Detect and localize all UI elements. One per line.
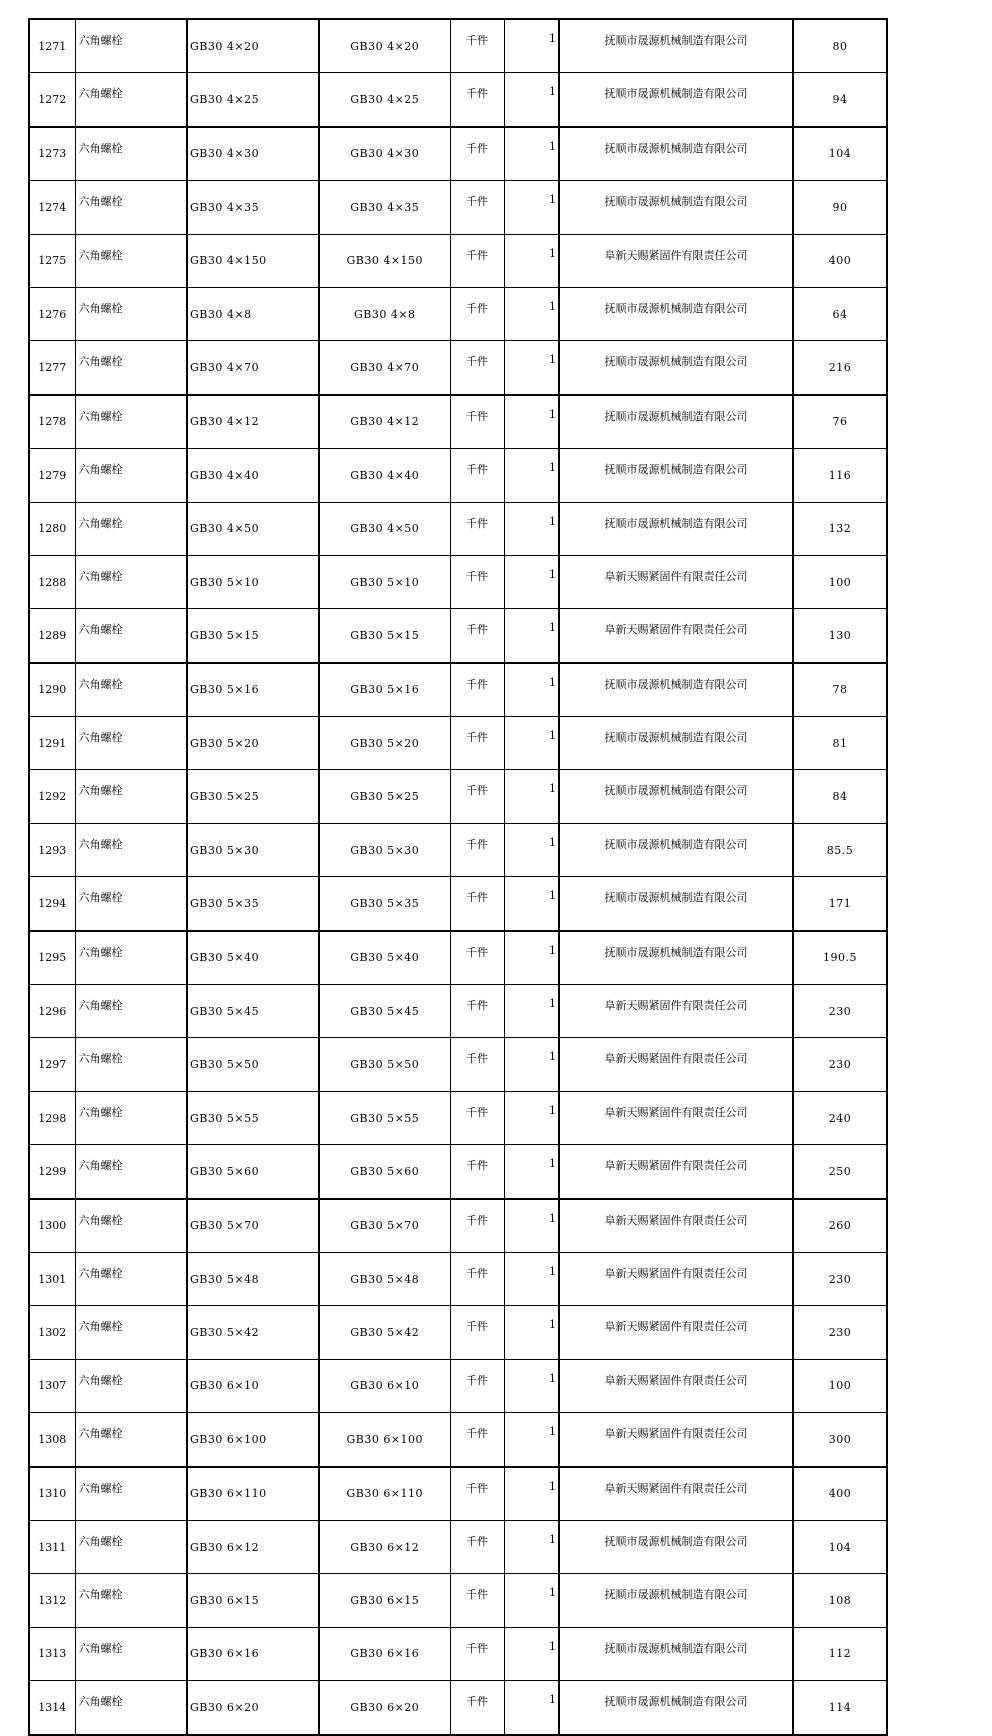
item-standard-cell: GB30 5×30 <box>319 823 450 876</box>
item-price-cell: 400 <box>793 234 887 287</box>
item-standard-cell: GB30 4×70 <box>319 341 450 395</box>
item-quantity-cell: 1 <box>504 770 559 823</box>
item-spec-cell: GB30 4×8 <box>187 287 319 340</box>
item-manufacturer-cell: 阜新天赐紧固件有限责任公司 <box>559 1091 793 1144</box>
table-row <box>29 1574 887 1627</box>
item-standard-cell: GB30 5×60 <box>319 1145 450 1199</box>
item-price-cell: 100 <box>793 555 887 608</box>
table-row <box>29 985 887 1038</box>
table-row <box>29 287 887 340</box>
item-spec-cell: GB30 4×150 <box>187 234 319 287</box>
item-unit-cell: 千件 <box>450 770 504 823</box>
item-standard-cell: GB30 6×10 <box>319 1359 450 1412</box>
item-spec-cell: GB30 5×60 <box>187 1145 319 1199</box>
item-unit-cell: 千件 <box>450 823 504 876</box>
item-standard-cell: GB30 4×8 <box>319 287 450 340</box>
item-price-cell: 64 <box>793 287 887 340</box>
item-number-cell: 1289 <box>29 609 75 663</box>
item-spec-cell: GB30 5×16 <box>187 663 319 717</box>
item-number-cell: 1313 <box>29 1627 75 1680</box>
item-spec-cell: GB30 6×20 <box>187 1681 319 1735</box>
item-price-cell: 230 <box>793 1306 887 1359</box>
item-name-cell: 六角螺栓 <box>75 823 187 876</box>
item-spec-cell: GB30 4×12 <box>187 395 319 449</box>
item-number-cell: 1276 <box>29 287 75 340</box>
item-standard-cell: GB30 4×12 <box>319 395 450 449</box>
table-row <box>29 341 887 395</box>
item-unit-cell: 千件 <box>450 1145 504 1199</box>
item-unit-cell: 千件 <box>450 717 504 770</box>
item-manufacturer-cell: 阜新天赐紧固件有限责任公司 <box>559 1252 793 1305</box>
item-unit-cell: 千件 <box>450 1306 504 1359</box>
item-unit-cell: 千件 <box>450 395 504 449</box>
item-number-cell: 1271 <box>29 19 75 73</box>
item-spec-cell: GB30 5×50 <box>187 1038 319 1091</box>
item-unit-cell: 千件 <box>450 985 504 1038</box>
item-price-cell: 81 <box>793 717 887 770</box>
item-name-cell: 六角螺栓 <box>75 502 187 555</box>
item-quantity-cell: 1 <box>504 127 559 181</box>
item-quantity-cell: 1 <box>504 1574 559 1627</box>
item-number-cell: 1291 <box>29 717 75 770</box>
item-name-cell: 六角螺栓 <box>75 287 187 340</box>
item-unit-cell: 千件 <box>450 1574 504 1627</box>
item-spec-cell: GB30 6×100 <box>187 1413 319 1467</box>
item-spec-cell: GB30 5×45 <box>187 985 319 1038</box>
item-name-cell: 六角螺栓 <box>75 609 187 663</box>
item-price-cell: 112 <box>793 1627 887 1680</box>
item-number-cell: 1277 <box>29 341 75 395</box>
item-manufacturer-cell: 抚顺市晟源机械制造有限公司 <box>559 931 793 985</box>
item-manufacturer-cell: 阜新天赐紧固件有限责任公司 <box>559 1199 793 1253</box>
item-manufacturer-cell: 抚顺市晟源机械制造有限公司 <box>559 717 793 770</box>
table-row <box>29 1359 887 1412</box>
table-row <box>29 395 887 449</box>
item-price-cell: 76 <box>793 395 887 449</box>
item-standard-cell: GB30 4×25 <box>319 73 450 127</box>
item-name-cell: 六角螺栓 <box>75 1145 187 1199</box>
item-standard-cell: GB30 4×40 <box>319 449 450 502</box>
item-unit-cell: 千件 <box>450 19 504 73</box>
item-manufacturer-cell: 抚顺市晟源机械制造有限公司 <box>559 127 793 181</box>
item-quantity-cell: 1 <box>504 555 559 608</box>
item-number-cell: 1310 <box>29 1467 75 1521</box>
item-name-cell: 六角螺栓 <box>75 770 187 823</box>
item-spec-cell: GB30 6×10 <box>187 1359 319 1412</box>
item-price-cell: 85.5 <box>793 823 887 876</box>
item-unit-cell: 千件 <box>450 1627 504 1680</box>
item-name-cell: 六角螺栓 <box>75 1627 187 1680</box>
item-name-cell: 六角螺栓 <box>75 1038 187 1091</box>
item-spec-cell: GB30 4×25 <box>187 73 319 127</box>
item-name-cell: 六角螺栓 <box>75 73 187 127</box>
item-manufacturer-cell: 抚顺市晟源机械制造有限公司 <box>559 395 793 449</box>
item-unit-cell: 千件 <box>450 663 504 717</box>
item-manufacturer-cell: 抚顺市晟源机械制造有限公司 <box>559 287 793 340</box>
item-quantity-cell: 1 <box>504 1520 559 1573</box>
item-price-cell: 300 <box>793 1413 887 1467</box>
item-quantity-cell: 1 <box>504 1681 559 1735</box>
item-spec-cell: GB30 5×10 <box>187 555 319 608</box>
item-manufacturer-cell: 阜新天赐紧固件有限责任公司 <box>559 1038 793 1091</box>
table-row <box>29 1145 887 1199</box>
item-manufacturer-cell: 抚顺市晟源机械制造有限公司 <box>559 73 793 127</box>
item-price-cell: 90 <box>793 181 887 234</box>
item-name-cell: 六角螺栓 <box>75 449 187 502</box>
table-row <box>29 1467 887 1521</box>
item-name-cell: 六角螺栓 <box>75 1574 187 1627</box>
item-name-cell: 六角螺栓 <box>75 1413 187 1467</box>
item-quantity-cell: 1 <box>504 663 559 717</box>
item-name-cell: 六角螺栓 <box>75 395 187 449</box>
item-price-cell: 130 <box>793 609 887 663</box>
item-price-cell: 100 <box>793 1359 887 1412</box>
table-row <box>29 1038 887 1091</box>
item-standard-cell: GB30 5×15 <box>319 609 450 663</box>
item-manufacturer-cell: 抚顺市晟源机械制造有限公司 <box>559 181 793 234</box>
item-price-cell: 190.5 <box>793 931 887 985</box>
item-standard-cell: GB30 6×12 <box>319 1520 450 1573</box>
item-standard-cell: GB30 5×25 <box>319 770 450 823</box>
item-standard-cell: GB30 5×10 <box>319 555 450 608</box>
item-standard-cell: GB30 6×100 <box>319 1413 450 1467</box>
item-name-cell: 六角螺栓 <box>75 1199 187 1253</box>
item-standard-cell: GB30 5×16 <box>319 663 450 717</box>
item-unit-cell: 千件 <box>450 1252 504 1305</box>
item-spec-cell: GB30 5×20 <box>187 717 319 770</box>
item-price-cell: 250 <box>793 1145 887 1199</box>
item-standard-cell: GB30 4×30 <box>319 127 450 181</box>
item-name-cell: 六角螺栓 <box>75 1091 187 1144</box>
table-row <box>29 555 887 608</box>
table-row <box>29 181 887 234</box>
item-quantity-cell: 1 <box>504 1091 559 1144</box>
item-unit-cell: 千件 <box>450 1038 504 1091</box>
item-unit-cell: 千件 <box>450 73 504 127</box>
item-standard-cell: GB30 4×20 <box>319 19 450 73</box>
item-name-cell: 六角螺栓 <box>75 555 187 608</box>
item-spec-cell: GB30 5×40 <box>187 931 319 985</box>
item-spec-cell: GB30 5×70 <box>187 1199 319 1253</box>
item-number-cell: 1298 <box>29 1091 75 1144</box>
item-number-cell: 1314 <box>29 1681 75 1735</box>
item-number-cell: 1297 <box>29 1038 75 1091</box>
item-number-cell: 1273 <box>29 127 75 181</box>
item-price-cell: 94 <box>793 73 887 127</box>
table-row <box>29 609 887 663</box>
price-table <box>28 18 888 1736</box>
item-standard-cell: GB30 5×35 <box>319 877 450 931</box>
item-number-cell: 1301 <box>29 1252 75 1305</box>
item-number-cell: 1299 <box>29 1145 75 1199</box>
item-spec-cell: GB30 6×15 <box>187 1574 319 1627</box>
item-number-cell: 1275 <box>29 234 75 287</box>
item-manufacturer-cell: 抚顺市晟源机械制造有限公司 <box>559 341 793 395</box>
item-quantity-cell: 1 <box>504 502 559 555</box>
item-standard-cell: GB30 4×150 <box>319 234 450 287</box>
item-price-cell: 230 <box>793 1038 887 1091</box>
item-unit-cell: 千件 <box>450 181 504 234</box>
item-unit-cell: 千件 <box>450 1359 504 1412</box>
item-manufacturer-cell: 抚顺市晟源机械制造有限公司 <box>559 663 793 717</box>
item-name-cell: 六角螺栓 <box>75 877 187 931</box>
table-row <box>29 234 887 287</box>
table-row <box>29 823 887 876</box>
item-spec-cell: GB30 5×25 <box>187 770 319 823</box>
item-price-cell: 260 <box>793 1199 887 1253</box>
item-quantity-cell: 1 <box>504 1359 559 1412</box>
item-name-cell: 六角螺栓 <box>75 1681 187 1735</box>
item-unit-cell: 千件 <box>450 1467 504 1521</box>
item-number-cell: 1293 <box>29 823 75 876</box>
item-manufacturer-cell: 抚顺市晟源机械制造有限公司 <box>559 823 793 876</box>
item-unit-cell: 千件 <box>450 127 504 181</box>
item-price-cell: 104 <box>793 127 887 181</box>
item-name-cell: 六角螺栓 <box>75 127 187 181</box>
item-unit-cell: 千件 <box>450 1520 504 1573</box>
item-number-cell: 1292 <box>29 770 75 823</box>
table-row <box>29 1252 887 1305</box>
item-price-cell: 216 <box>793 341 887 395</box>
item-manufacturer-cell: 阜新天赐紧固件有限责任公司 <box>559 1413 793 1467</box>
item-standard-cell: GB30 6×16 <box>319 1627 450 1680</box>
item-manufacturer-cell: 抚顺市晟源机械制造有限公司 <box>559 19 793 73</box>
item-quantity-cell: 1 <box>504 395 559 449</box>
item-unit-cell: 千件 <box>450 1681 504 1735</box>
table-row <box>29 19 887 73</box>
item-name-cell: 六角螺栓 <box>75 1252 187 1305</box>
item-standard-cell: GB30 6×15 <box>319 1574 450 1627</box>
table-row <box>29 1520 887 1573</box>
item-number-cell: 1280 <box>29 502 75 555</box>
item-quantity-cell: 1 <box>504 234 559 287</box>
item-quantity-cell: 1 <box>504 877 559 931</box>
table-row <box>29 717 887 770</box>
item-number-cell: 1308 <box>29 1413 75 1467</box>
item-unit-cell: 千件 <box>450 877 504 931</box>
item-name-cell: 六角螺栓 <box>75 1467 187 1521</box>
item-name-cell: 六角螺栓 <box>75 341 187 395</box>
item-spec-cell: GB30 5×35 <box>187 877 319 931</box>
item-number-cell: 1290 <box>29 663 75 717</box>
item-unit-cell: 千件 <box>450 287 504 340</box>
item-price-cell: 132 <box>793 502 887 555</box>
table-row <box>29 931 887 985</box>
item-price-cell: 116 <box>793 449 887 502</box>
item-number-cell: 1294 <box>29 877 75 931</box>
item-unit-cell: 千件 <box>450 931 504 985</box>
item-quantity-cell: 1 <box>504 1306 559 1359</box>
item-number-cell: 1279 <box>29 449 75 502</box>
item-quantity-cell: 1 <box>504 1252 559 1305</box>
item-number-cell: 1312 <box>29 1574 75 1627</box>
item-quantity-cell: 1 <box>504 931 559 985</box>
item-manufacturer-cell: 阜新天赐紧固件有限责任公司 <box>559 1306 793 1359</box>
item-name-cell: 六角螺栓 <box>75 931 187 985</box>
item-quantity-cell: 1 <box>504 1627 559 1680</box>
item-name-cell: 六角螺栓 <box>75 19 187 73</box>
item-price-cell: 78 <box>793 663 887 717</box>
table-row <box>29 73 887 127</box>
item-name-cell: 六角螺栓 <box>75 985 187 1038</box>
item-spec-cell: GB30 5×30 <box>187 823 319 876</box>
item-standard-cell: GB30 5×40 <box>319 931 450 985</box>
item-standard-cell: GB30 4×50 <box>319 502 450 555</box>
item-standard-cell: GB30 5×45 <box>319 985 450 1038</box>
item-manufacturer-cell: 阜新天赐紧固件有限责任公司 <box>559 234 793 287</box>
item-unit-cell: 千件 <box>450 1413 504 1467</box>
item-quantity-cell: 1 <box>504 609 559 663</box>
table-row <box>29 1199 887 1253</box>
item-spec-cell: GB30 5×55 <box>187 1091 319 1144</box>
table-row <box>29 1681 887 1735</box>
item-manufacturer-cell: 抚顺市晟源机械制造有限公司 <box>559 449 793 502</box>
item-standard-cell: GB30 5×48 <box>319 1252 450 1305</box>
item-number-cell: 1311 <box>29 1520 75 1573</box>
item-name-cell: 六角螺栓 <box>75 181 187 234</box>
item-price-cell: 80 <box>793 19 887 73</box>
item-name-cell: 六角螺栓 <box>75 1520 187 1573</box>
item-number-cell: 1307 <box>29 1359 75 1412</box>
item-manufacturer-cell: 抚顺市晟源机械制造有限公司 <box>559 1520 793 1573</box>
item-name-cell: 六角螺栓 <box>75 234 187 287</box>
item-manufacturer-cell: 阜新天赐紧固件有限责任公司 <box>559 1467 793 1521</box>
item-price-cell: 84 <box>793 770 887 823</box>
item-number-cell: 1296 <box>29 985 75 1038</box>
item-unit-cell: 千件 <box>450 1091 504 1144</box>
item-spec-cell: GB30 4×40 <box>187 449 319 502</box>
item-manufacturer-cell: 抚顺市晟源机械制造有限公司 <box>559 1627 793 1680</box>
item-quantity-cell: 1 <box>504 73 559 127</box>
item-quantity-cell: 1 <box>504 181 559 234</box>
item-unit-cell: 千件 <box>450 555 504 608</box>
table-row <box>29 770 887 823</box>
item-unit-cell: 千件 <box>450 502 504 555</box>
item-quantity-cell: 1 <box>504 823 559 876</box>
item-spec-cell: GB30 4×70 <box>187 341 319 395</box>
item-quantity-cell: 1 <box>504 341 559 395</box>
item-name-cell: 六角螺栓 <box>75 663 187 717</box>
item-number-cell: 1300 <box>29 1199 75 1253</box>
item-manufacturer-cell: 阜新天赐紧固件有限责任公司 <box>559 985 793 1038</box>
item-number-cell: 1295 <box>29 931 75 985</box>
item-name-cell: 六角螺栓 <box>75 1306 187 1359</box>
item-name-cell: 六角螺栓 <box>75 717 187 770</box>
item-price-cell: 104 <box>793 1520 887 1573</box>
table-row <box>29 663 887 717</box>
item-quantity-cell: 1 <box>504 1199 559 1253</box>
item-standard-cell: GB30 5×70 <box>319 1199 450 1253</box>
item-unit-cell: 千件 <box>450 449 504 502</box>
item-number-cell: 1272 <box>29 73 75 127</box>
item-price-cell: 171 <box>793 877 887 931</box>
item-price-cell: 114 <box>793 1681 887 1735</box>
item-standard-cell: GB30 5×50 <box>319 1038 450 1091</box>
item-standard-cell: GB30 5×42 <box>319 1306 450 1359</box>
table-row <box>29 127 887 181</box>
item-number-cell: 1288 <box>29 555 75 608</box>
item-quantity-cell: 1 <box>504 1413 559 1467</box>
item-spec-cell: GB30 4×50 <box>187 502 319 555</box>
item-name-cell: 六角螺栓 <box>75 1359 187 1412</box>
item-number-cell: 1302 <box>29 1306 75 1359</box>
table-row <box>29 449 887 502</box>
table-row <box>29 1627 887 1680</box>
item-price-cell: 230 <box>793 1252 887 1305</box>
item-quantity-cell: 1 <box>504 1467 559 1521</box>
item-spec-cell: GB30 6×110 <box>187 1467 319 1521</box>
table-body <box>29 19 887 1735</box>
item-manufacturer-cell: 抚顺市晟源机械制造有限公司 <box>559 877 793 931</box>
item-number-cell: 1278 <box>29 395 75 449</box>
item-quantity-cell: 1 <box>504 985 559 1038</box>
table-row <box>29 1413 887 1467</box>
item-standard-cell: GB30 4×35 <box>319 181 450 234</box>
item-quantity-cell: 1 <box>504 19 559 73</box>
item-price-cell: 240 <box>793 1091 887 1144</box>
item-spec-cell: GB30 4×30 <box>187 127 319 181</box>
item-unit-cell: 千件 <box>450 234 504 287</box>
item-manufacturer-cell: 抚顺市晟源机械制造有限公司 <box>559 1574 793 1627</box>
item-manufacturer-cell: 阜新天赐紧固件有限责任公司 <box>559 555 793 608</box>
item-unit-cell: 千件 <box>450 1199 504 1253</box>
table-row <box>29 877 887 931</box>
item-standard-cell: GB30 5×20 <box>319 717 450 770</box>
item-quantity-cell: 1 <box>504 449 559 502</box>
item-spec-cell: GB30 5×42 <box>187 1306 319 1359</box>
item-spec-cell: GB30 4×20 <box>187 19 319 73</box>
table-row <box>29 502 887 555</box>
item-price-cell: 230 <box>793 985 887 1038</box>
item-spec-cell: GB30 5×48 <box>187 1252 319 1305</box>
table-row <box>29 1091 887 1144</box>
item-quantity-cell: 1 <box>504 287 559 340</box>
table-row <box>29 1306 887 1359</box>
item-spec-cell: GB30 6×12 <box>187 1520 319 1573</box>
item-standard-cell: GB30 5×55 <box>319 1091 450 1144</box>
item-standard-cell: GB30 6×20 <box>319 1681 450 1735</box>
item-manufacturer-cell: 阜新天赐紧固件有限责任公司 <box>559 1359 793 1412</box>
item-manufacturer-cell: 阜新天赐紧固件有限责任公司 <box>559 609 793 663</box>
item-quantity-cell: 1 <box>504 1145 559 1199</box>
item-number-cell: 1274 <box>29 181 75 234</box>
item-price-cell: 400 <box>793 1467 887 1521</box>
item-spec-cell: GB30 5×15 <box>187 609 319 663</box>
item-manufacturer-cell: 抚顺市晟源机械制造有限公司 <box>559 1681 793 1735</box>
item-unit-cell: 千件 <box>450 609 504 663</box>
item-manufacturer-cell: 抚顺市晟源机械制造有限公司 <box>559 770 793 823</box>
item-manufacturer-cell: 抚顺市晟源机械制造有限公司 <box>559 502 793 555</box>
item-quantity-cell: 1 <box>504 1038 559 1091</box>
item-standard-cell: GB30 6×110 <box>319 1467 450 1521</box>
item-price-cell: 108 <box>793 1574 887 1627</box>
item-unit-cell: 千件 <box>450 341 504 395</box>
item-spec-cell: GB30 4×35 <box>187 181 319 234</box>
item-manufacturer-cell: 阜新天赐紧固件有限责任公司 <box>559 1145 793 1199</box>
item-spec-cell: GB30 6×16 <box>187 1627 319 1680</box>
item-quantity-cell: 1 <box>504 717 559 770</box>
